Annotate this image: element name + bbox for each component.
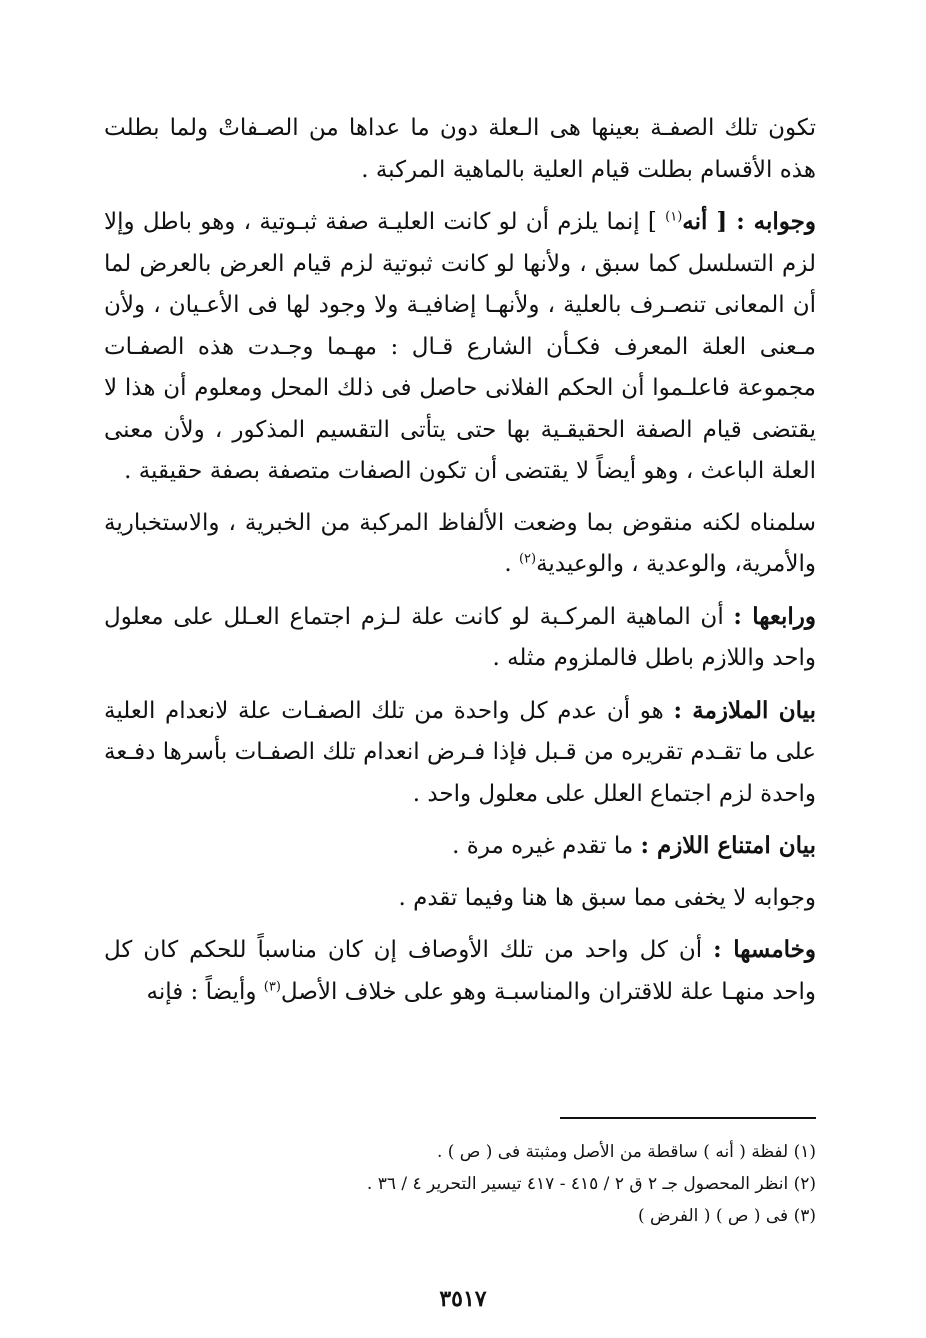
page-number: ٣٥١٧ bbox=[439, 1286, 487, 1312]
paragraph-text: تكون تلك الصفـة بعينها هى الـعلة دون ما عداها من الصـفاتْ ولما بطلت هذه الأقسام بطلت قيام العلية بالماهية المركبة . bbox=[104, 115, 816, 183]
paragraph-1 bbox=[104, 108, 816, 191]
paragraph-text: أن الماهية المركـبة لو كانت علة لـزم اجتماع العـلل على معلول واحد واللازم باطل فالملزوم مثله . bbox=[104, 603, 816, 671]
paragraph-text: وجوابه لا يخفى مما سبق ها هنا وفيما تقدم . bbox=[398, 884, 816, 911]
paragraph-lead: بيان امتناع اللازم : bbox=[640, 832, 816, 859]
footnote-ref-1: (١) bbox=[665, 209, 683, 225]
paragraph-lead: بيان الملازمة : bbox=[673, 696, 816, 724]
footnote-divider bbox=[560, 1117, 816, 1119]
footnotes bbox=[104, 1136, 816, 1232]
paragraph-text: ] إنما يلزم أن لو كانت العليـة صفة ثبـوتية ، وهو باطل وإلا لزم التسلسل كما سبق ، ولأنها لو كانت ثبوتية لزم قيام العرض بالعرض لما أن المعانى تنصـرف بالعلية ، ولأنهـا إضافيـة ولا وجود لها فى الأعـيان ، ولأن مـعنى العلة المعرف فكـأن الشارع قـال : مهـما وجـدت هذه الصفـات مجموعة فاعلـموا أن الحكم الفلانى حاصل فى ذلك المحل ومعلوم أن هذا لا يقتضى قيام الصفة الحقيقـية بها حتى يتأتى التقسيم المذكور ، ولأن معنى العلة الباعث ، وهو أيضاً لا يقتضى أن تكون الصفات متصفة بصفة حقيقية . bbox=[104, 209, 816, 484]
paragraph-2 bbox=[104, 201, 816, 493]
paragraph-text: هو أن عدم كل واحدة من تلك الصفـات علة لانعدام العلية على ما تقـدم تقريره من قـبل فإذا فـرض انعدام تلك الصفـات بأسرها دفـعة واحدة لزم اجتماع العلل على معلول واحد . bbox=[104, 697, 816, 807]
paragraph-text: سلمناه لكنه منقوض بما وضعت الألفاظ المركبة من الخبرية ، والاستخبارية والأمرية، والوعدية ، والوعيدية bbox=[104, 509, 816, 577]
footnote-ref-3: (٣) bbox=[263, 978, 281, 994]
footnote-ref-2: (٢) bbox=[518, 551, 537, 567]
paragraph-lead: ورابعها : bbox=[733, 602, 816, 630]
footnote-1: (١) لفظة ( أنه ) ساقطة من الأصل ومثبتة فى ( ص ) . bbox=[436, 1142, 816, 1162]
paragraph-tail: وأيضاً : فإنه bbox=[146, 978, 264, 1005]
footnote-3: (٣) فى ( ص ) ( الفرض ) bbox=[637, 1206, 816, 1226]
paragraph-lead: وخامسها : bbox=[713, 936, 817, 963]
paragraph-8 bbox=[104, 929, 816, 1013]
paragraph-6 bbox=[104, 825, 816, 868]
paragraph-lead: وجوابه : [ أنه bbox=[682, 208, 816, 235]
paragraph-4 bbox=[104, 596, 816, 680]
paragraph-3 bbox=[104, 503, 816, 586]
paragraph-text: ما تقدم غيره مرة . bbox=[452, 833, 641, 859]
main-text bbox=[104, 108, 816, 1023]
paragraph-7 bbox=[104, 878, 816, 920]
paragraph-tail: . bbox=[504, 551, 519, 577]
footnote-2: (٢) انظر المحصول جـ ٢ ق ٢ / ٤١٥ - ٤١٧ تيسير التحرير ٤ / ٣٦ . bbox=[366, 1174, 816, 1194]
paragraph-text: أن كل واحد من تلك الأوصاف إن كان مناسباً للحكم كان كل واحد منهـا علة للاقتران والمناسبـة وهو على خلاف الأصل bbox=[104, 937, 816, 1005]
paragraph-5 bbox=[104, 690, 816, 816]
